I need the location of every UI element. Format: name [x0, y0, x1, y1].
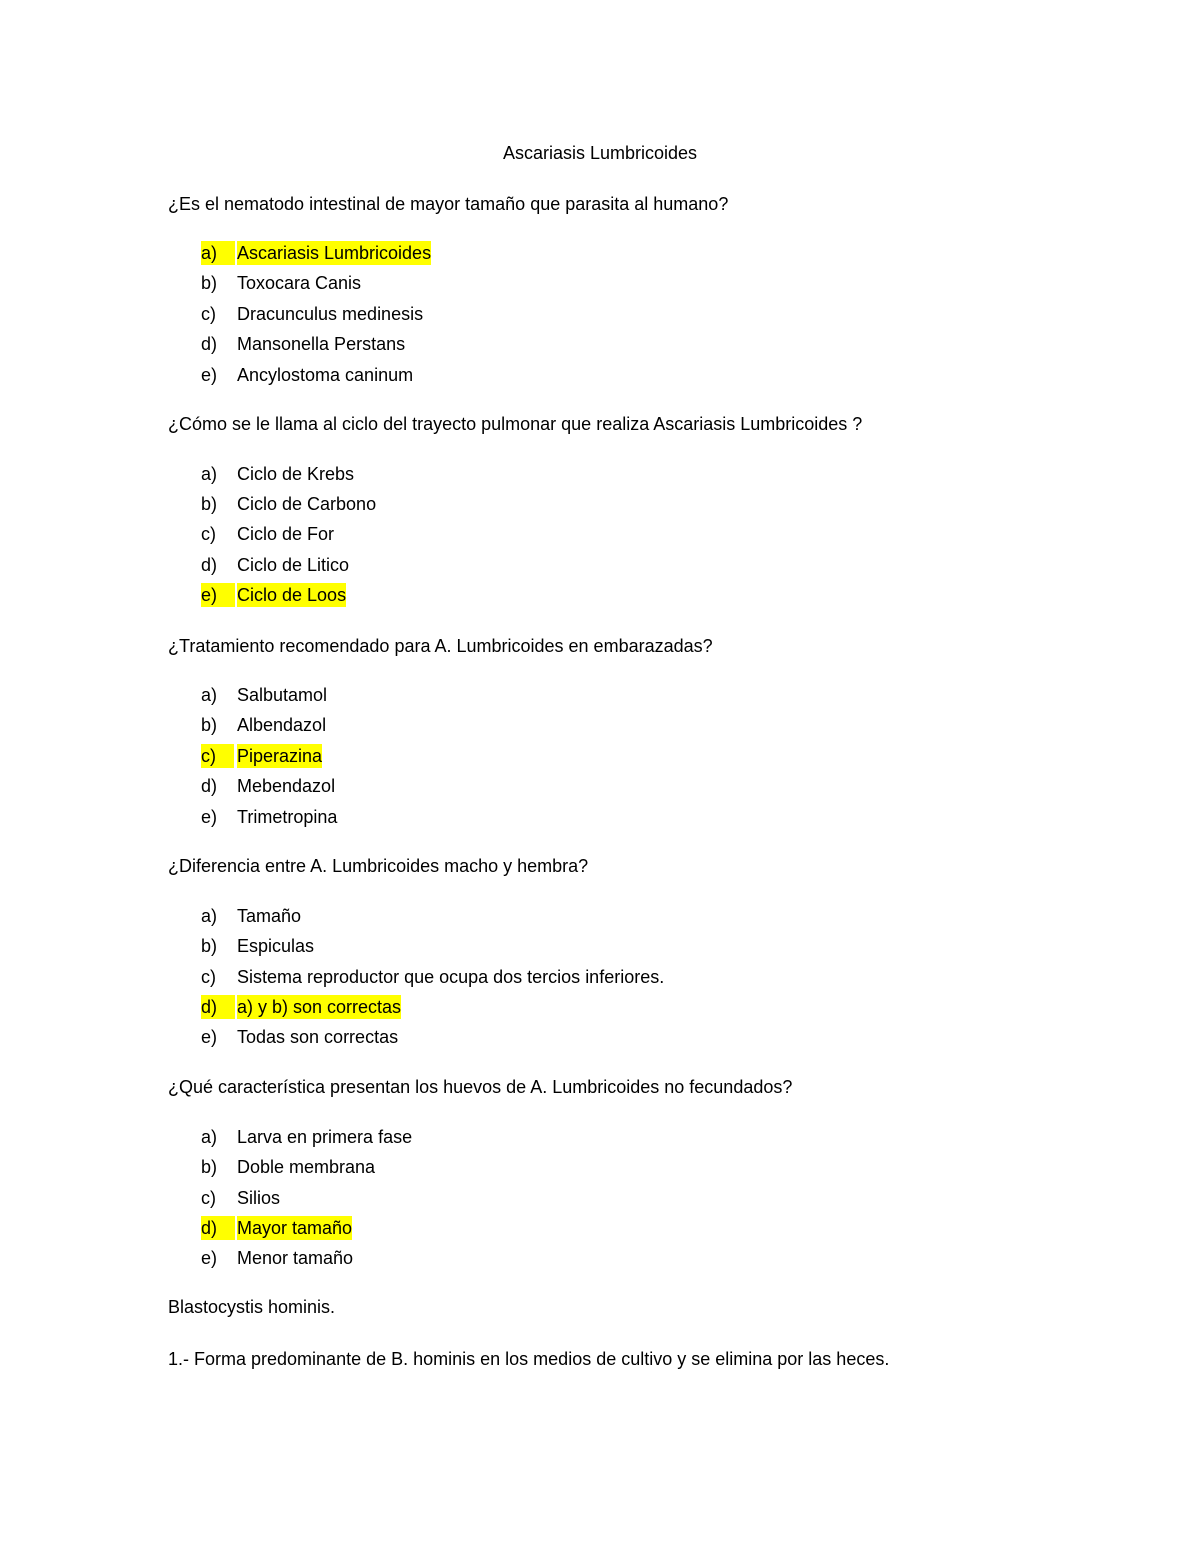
option-text: Salbutamol — [237, 685, 328, 705]
option-letter: a) — [201, 906, 218, 926]
option-letter: b) — [201, 1157, 218, 1177]
option-letter: c) — [201, 524, 216, 544]
option-text: Ciclo de For — [237, 524, 335, 544]
option-letter: a) — [201, 1127, 218, 1147]
option-text: Larva en primera fase — [237, 1127, 413, 1147]
option-text: Ascariasis Lumbricoides — [237, 243, 432, 263]
option-text: Ciclo de Carbono — [237, 494, 377, 514]
option-text: Albendazol — [237, 715, 327, 735]
option-letter: d) — [201, 995, 235, 1019]
section-question-1: 1.- Forma predominante de B. hominis en los medios de cultivo y se elimina por las heces. — [168, 1349, 890, 1369]
section-heading: Blastocystis hominis. — [168, 1297, 336, 1317]
option-letter: a) — [201, 241, 235, 265]
option-text: Ciclo de Loos — [237, 585, 347, 605]
option-text: Tamaño — [237, 906, 302, 926]
option-letter: b) — [201, 715, 218, 735]
option-letter: c) — [201, 304, 216, 324]
option-text: Silios — [237, 1188, 281, 1208]
question-2: ¿Cómo se le llama al ciclo del trayecto pulmonar que realiza Ascariasis Lumbricoides ? — [168, 414, 863, 434]
option-text: Ancylostoma caninum — [237, 365, 414, 385]
option-text: Toxocara Canis — [237, 273, 362, 293]
option-text: Doble membrana — [237, 1157, 376, 1177]
option-text: Todas son correctas — [237, 1027, 399, 1047]
option-text: Mebendazol — [237, 776, 336, 796]
option-letter: e) — [201, 583, 235, 607]
option-letter: d) — [201, 555, 218, 575]
option-text: Dracunculus medinesis — [237, 304, 424, 324]
option-letter: e) — [201, 1027, 218, 1047]
option-letter: d) — [201, 334, 218, 354]
question-5: ¿Qué característica presentan los huevos de A. Lumbricoides no fecundados? — [168, 1077, 793, 1097]
question-4: ¿Diferencia entre A. Lumbricoides macho y hembra? — [168, 856, 589, 876]
option-letter: c) — [201, 967, 216, 987]
option-text: Trimetropina — [237, 807, 338, 827]
option-text: Mayor tamaño — [237, 1218, 353, 1238]
option-letter: e) — [201, 807, 218, 827]
option-letter: a) — [201, 685, 218, 705]
option-letter: c) — [201, 1188, 216, 1208]
option-text: a) y b) son correctas — [237, 997, 402, 1017]
option-letter: b) — [201, 273, 218, 293]
option-letter: e) — [201, 365, 218, 385]
option-text: Ciclo de Krebs — [237, 464, 355, 484]
option-letter: d) — [201, 776, 218, 796]
option-text: Mansonella Perstans — [237, 334, 406, 354]
option-text: Piperazina — [237, 746, 323, 766]
question-1: ¿Es el nematodo intestinal de mayor tamaño que parasita al humano? — [168, 194, 729, 214]
question-3: ¿Tratamiento recomendado para A. Lumbricoides en embarazadas? — [168, 636, 713, 656]
option-letter: b) — [201, 494, 218, 514]
option-text: Sistema reproductor que ocupa dos tercios inferiores. — [237, 967, 665, 987]
option-letter: d) — [201, 1216, 235, 1240]
option-letter: a) — [201, 464, 218, 484]
option-letter: e) — [201, 1248, 218, 1268]
option-text: Menor tamaño — [237, 1248, 354, 1268]
document-title: Ascariasis Lumbricoides — [502, 143, 698, 163]
option-letter: c) — [201, 744, 234, 768]
option-letter: b) — [201, 936, 218, 956]
option-text: Ciclo de Litico — [237, 555, 350, 575]
option-text: Espiculas — [237, 936, 315, 956]
